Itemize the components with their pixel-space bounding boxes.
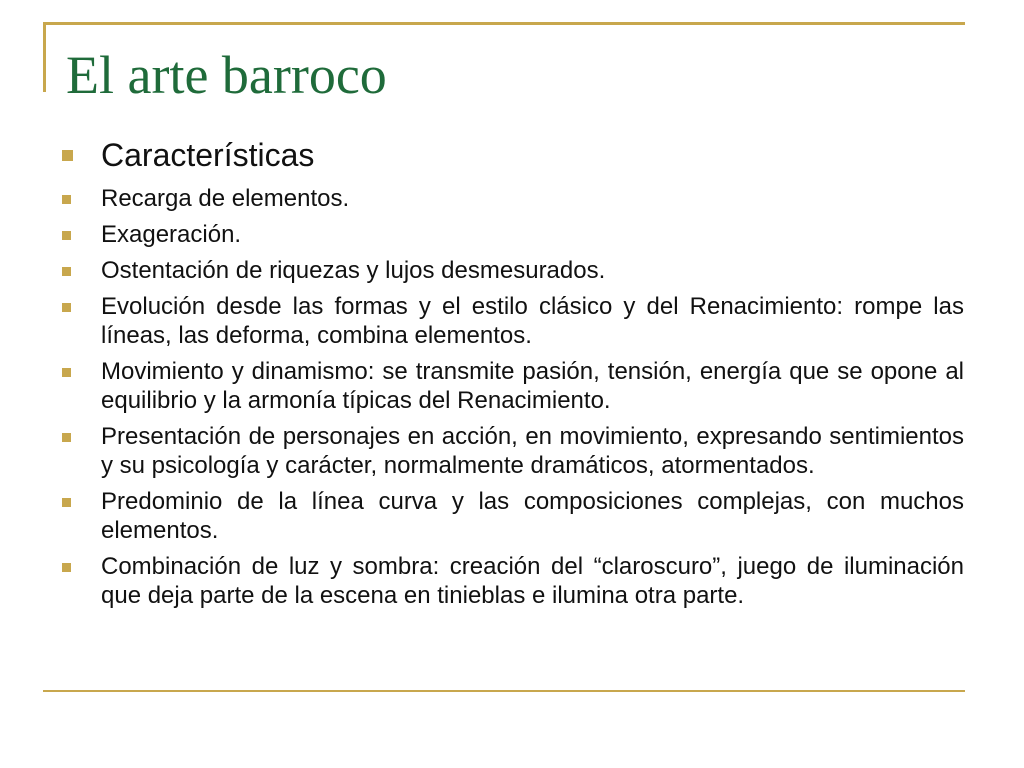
square-bullet-icon <box>62 368 71 377</box>
square-bullet-icon <box>62 267 71 276</box>
list-item-text: Evolución desde las formas y el estilo clásico y del Renacimiento: rompe las líneas, las deforma, combina elementos. <box>101 293 964 349</box>
slide-title: El arte barroco <box>66 45 387 105</box>
list-item <box>62 422 964 480</box>
decorative-bottom-line <box>43 690 965 692</box>
square-bullet-icon <box>62 433 71 442</box>
list-item-heading <box>62 136 964 174</box>
list-item-text: Exageración. <box>101 221 242 248</box>
list-item-text: Movimiento y dinamismo: se transmite pasión, tensión, energía que se opone al equilibrio y la armonía típicas del Renacimiento. <box>101 358 964 414</box>
square-bullet-icon <box>62 303 71 312</box>
list-item <box>62 256 964 285</box>
square-bullet-icon <box>62 563 71 572</box>
square-bullet-icon <box>62 195 71 204</box>
list-item-text: Presentación de personajes en acción, en movimiento, expresando sentimientos y su psicología y carácter, normalmente dramáticos, atormentados. <box>101 423 964 479</box>
bullet-list <box>62 136 964 617</box>
list-item <box>62 357 964 415</box>
square-bullet-icon <box>62 231 71 240</box>
section-heading: Características <box>101 137 315 173</box>
decorative-left-line <box>43 22 46 92</box>
list-item <box>62 487 964 545</box>
list-item <box>62 552 964 610</box>
list-item <box>62 220 964 249</box>
list-item <box>62 184 964 213</box>
list-item-text: Combinación de luz y sombra: creación del “claroscuro”, juego de iluminación que deja parte de la escena en tinieblas e ilumina otra parte. <box>101 553 964 609</box>
decorative-top-line <box>43 22 965 25</box>
square-bullet-icon <box>62 150 73 161</box>
list-item-text: Recarga de elementos. <box>101 185 350 212</box>
list-item <box>62 292 964 350</box>
list-item-text: Ostentación de riquezas y lujos desmesurados. <box>101 257 606 284</box>
list-item-text: Predominio de la línea curva y las composiciones complejas, con muchos elementos. <box>101 488 964 544</box>
square-bullet-icon <box>62 498 71 507</box>
